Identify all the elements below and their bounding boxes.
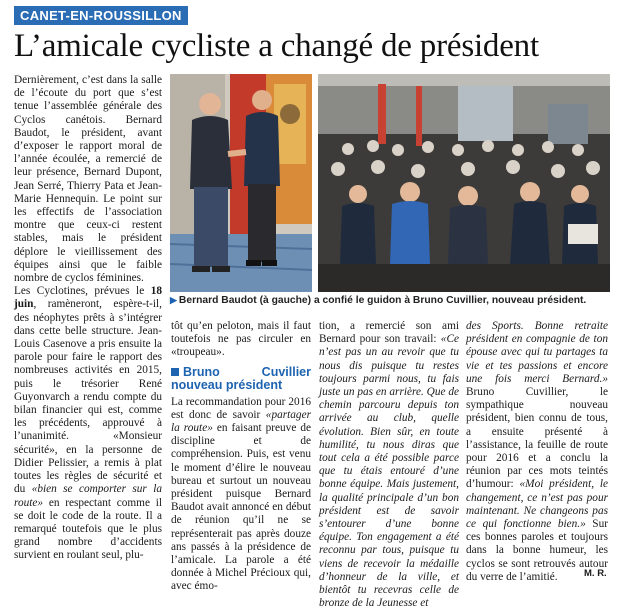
photo-caption: ▶ Bernard Baudot (à gauche) a confié le guidon à Bruno Cuvillier, nouveau président. (170, 295, 587, 306)
article-column-2 (171, 320, 311, 593)
section-kicker: CANET-EN-ROUSSILLON (14, 6, 188, 25)
photo-assembly (318, 74, 610, 292)
article-column-3 (319, 320, 459, 610)
article-column-1 (14, 74, 162, 584)
paragraph: Dernièrement, c’est dans la salle de l’écoute du port que s’est tenue l’assemblée générale des Cyclos canétois. Bernard Baudot, le président, avant d’exposer le rapport moral de l’année écoulée, a remercié de leur présence, Bernard Dupont, Jean Serré, Thierry Pata et Jean-Marie Hennequin. Le point sur les effectifs de l’association montre que ceux-ci restent stables, mais le président déplore le vieillissement des équipes ainsi que le faible nombre de cyclos féminines. (14, 74, 162, 285)
article-column-4 (466, 320, 608, 585)
caption-marker-icon: ▶ (170, 295, 177, 305)
paragraph: Les Cyclotines, prévues le 18 juin, ramèneront, espère-t-il, des néophytes prêts à s’intégrer dans cette belle structure. Jean-Louis Casenove a pris ensuite la parole pour faire le rapport des nombreuses activités en 2015, puis le trésorier René Guyonvarch a rendu compte du bilan financier qui est, comme les précédents, approuvé à l’unanimité. «Monsieur sécurité», en la personne de Didier Pelissier, a remis à plat toutes les règles de sécurité et du «bien se comporter sur la route» en respectant comme il se doit le code de la route. Il a remarqué toutefois que le plus grand nombre d’accidents survient en roulant seul, plu- (14, 285, 162, 562)
paragraph: tôt qu’en peloton, mais il faut toutefois ne pas circuler en «troupeau». (171, 320, 311, 359)
paragraph: La recommandation pour 2016 est donc de savoir «partager la route» en faisant preuve de discipline et de compréhension. Puis, est venu le moment d’élire le nouveau bureau et surtout un nouveau président puisque Bernard Baudot avait annoncé en début de réunion qu’il ne se représenterait pas après douze ans passés à la présidence de l’amicale. La parole a été donnée à Michel Précioux qui, avec émo- (171, 395, 311, 593)
paragraph: des Sports. Bonne retraite président en compagnie de ton épouse avec qui tu partages ta vie et tes passions et encore une fois merci Bernard.» Bruno Cuvillier, le sympathique nouveau président, bien connu de tous, a ensuite présenté à l’assistance, la feuille de route pour 2016 et a conclu la réunion par ces mots teintés d’humour: «Moi président, le changement, ce n’est pas pour maintenant. Ne changeons pas ce qui fonctionne bien.» Sur ces bonnes paroles et toujours dans la bonne humeur, les cyclos se sont retrouvés autour du verre de l’amitié. (466, 320, 608, 583)
headline: L’amicale cycliste a changé de président (14, 28, 539, 64)
author-signature: M. R. (584, 568, 607, 579)
paragraph: tion, a remercié son ami Bernard pour son travail: «Ce n’est pas un au revoir que tu nous dis puisque tu restes toujours parmi nous, tu fais juste un pas en arrière. Que de chemin parcouru depuis ton arrivée au club, quelle évolution. Bien sûr, en toute humilité, tu nous diras que tout cela a été possible parce que tu étais entouré d’une bonne équipe. Mais justement, la qualité principale d’un bon président est de savoir s’entourer d’une bonne équipe. Ton engagement a été reconnu par tous, puisque tu viens de recevoir la médaille d’honneur de la ville, et bientôt tu recevras celle de bronze de la Jeunesse et (319, 320, 459, 610)
subheading: Bruno Cuvillier nouveau président (171, 364, 311, 392)
photo-handshake (170, 74, 312, 292)
square-bullet-icon (171, 368, 179, 376)
